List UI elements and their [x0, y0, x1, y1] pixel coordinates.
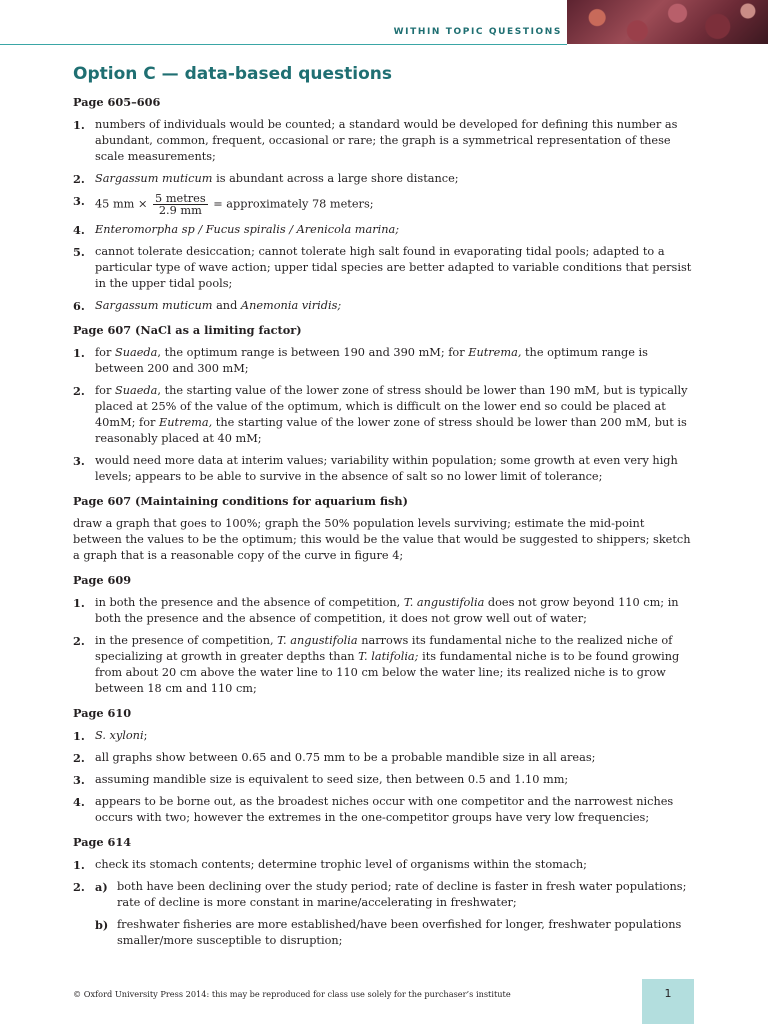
item-number: 5.: [73, 245, 85, 259]
list-item: [73, 345, 695, 377]
item-text: numbers of individuals would be counted; a standard would be developed for defining this number as abundant, common, frequent, occasional or rare; the graph is a symmetrical representation of these scale measurements;: [95, 118, 678, 163]
item-text: and: [212, 299, 241, 312]
species-name: Sargassum muticum: [95, 299, 213, 312]
header-label: WITHIN TOPIC QUESTIONS: [393, 27, 562, 37]
item-text: its fundamental niche is to be found growing from about 20 cm above the water line to 110 cm below the water line; its realized niche is to grow between 18 cm and 110 cm;: [95, 650, 680, 695]
section-page-605: [73, 94, 695, 314]
item-number: 3.: [73, 194, 85, 208]
list-item: [73, 857, 695, 873]
item-number: 1.: [73, 596, 85, 610]
section-heading: Page 605–606: [73, 95, 161, 109]
list-item: [73, 117, 695, 165]
item-number: 2.: [73, 751, 85, 765]
page-number: 1: [664, 987, 672, 1000]
list-item: [73, 383, 695, 447]
section-page-607-nacl: [73, 322, 695, 485]
species-name: Enteromorpha sp / Fucus spiralis / Arenicola marina;: [95, 223, 400, 236]
list-item: [73, 879, 695, 949]
item-text: 45 mm ×: [95, 197, 148, 211]
page-title: Option C — data-based questions: [73, 64, 393, 84]
item-text: freshwater fisheries are more established/have been overfished for longer, freshwater populations smaller/more susceptible to disruption;: [117, 918, 682, 947]
list-item: [73, 794, 695, 826]
sub-item-label: a): [95, 880, 108, 894]
item-text: all graphs show between 0.65 and 0.75 mm to be a probable mandible size in all areas;: [95, 751, 596, 764]
sub-item: [95, 917, 695, 949]
list-item: [73, 728, 695, 744]
header-rule: [0, 44, 567, 45]
list-item: [73, 633, 695, 697]
item-text: cannot tolerate desiccation; cannot tolerate high salt found in evaporating tidal pools; adapted to a particular type of wave action; upper tidal species are better adapted to variable conditions that persist in the upper tidal pools;: [95, 245, 692, 290]
item-text: the optimum range is between 200 and 300 mM;: [95, 346, 648, 375]
page-number-box: [642, 979, 694, 1024]
list-item: [73, 453, 695, 485]
species-name: T. angustifolia: [403, 596, 485, 609]
section-heading: Page 607 (NaCl as a limiting factor): [73, 323, 302, 337]
item-text: for: [95, 346, 115, 359]
list-item: [73, 222, 695, 238]
section-page-610: [73, 705, 695, 826]
section-heading: Page 614: [73, 835, 132, 849]
species-name: Eutrema,: [159, 416, 213, 429]
item-text: appears to be borne out, as the broadest niches occur with one competitor and the narrowest niches occurs with two; however the extremes in the one-competitor groups have very low frequencies;: [95, 795, 674, 824]
content: [73, 94, 695, 957]
item-text: check its stomach contents; determine trophic level of organisms within the stomach;: [95, 858, 587, 871]
header-photo: [567, 0, 768, 44]
item-number: 2.: [73, 172, 85, 186]
fraction: [153, 193, 208, 216]
sub-item-label: b): [95, 918, 109, 932]
species-name: T. angustifolia: [277, 634, 358, 647]
item-number: 3.: [73, 773, 85, 787]
section-page-614: [73, 834, 695, 949]
species-name: Anemonia viridis;: [240, 299, 342, 312]
species-name: S. xyloni: [95, 729, 144, 742]
list-item: [73, 244, 695, 292]
item-number: 4.: [73, 795, 85, 809]
species-name: Suaeda: [114, 384, 158, 397]
item-number: 6.: [73, 299, 85, 313]
item-number: 2.: [73, 634, 85, 648]
item-text: would need more data at interim values; variability within population; some growth at even very high levels; appears to be able to survive in the absence of salt so no lower limit of tolerance;: [95, 454, 678, 483]
item-number: 1.: [73, 346, 85, 360]
fraction-denominator: 2.9 mm: [158, 204, 202, 217]
item-text: = approximately 78 meters;: [213, 197, 374, 211]
item-number: 1.: [73, 858, 85, 872]
item-number: 3.: [73, 454, 85, 468]
section-heading: Page 607 (Maintaining conditions for aquarium fish): [73, 494, 408, 508]
fraction-numerator: 5 metres: [155, 192, 206, 205]
item-text: , the optimum range is between 190 and 390 mM; for: [157, 346, 469, 359]
species-name: Sargassum muticum: [95, 172, 213, 185]
item-text: is abundant across a large shore distance;: [212, 172, 459, 185]
item-text: both have been declining over the study period; rate of decline is faster in fresh water populations; rate of decline is more constant in marine/accelerating in freshwater;: [117, 880, 687, 909]
list-item: [73, 595, 695, 627]
section-heading: Page 610: [73, 706, 132, 720]
item-text: narrows its fundamental niche to the realized niche of specializing at growth in greater depths than: [95, 634, 673, 663]
species-name: T. latifolia;: [358, 650, 419, 663]
list-item: [73, 193, 695, 216]
item-number: 2.: [73, 880, 85, 894]
list-item: [73, 298, 695, 314]
item-text: for: [95, 384, 115, 397]
list-item: [73, 772, 695, 788]
item-text: does not grow beyond 110 cm; in both the presence and the absence of competition, it does not grow well out of water;: [95, 596, 679, 625]
species-name: Suaeda: [114, 346, 158, 359]
item-number: 2.: [73, 384, 85, 398]
item-text: assuming mandible size is equivalent to seed size, then between 0.5 and 1.10 mm;: [95, 773, 569, 786]
section-page-607-aquarium: [73, 493, 695, 564]
paragraph: draw a graph that goes to 100%; graph the 50% population levels surviving; estimate the mid-point between the values to be the optimum; this would be the value that would be suggested to shippers; sketch a graph that is a reasonable copy of the curve in figure 4;: [73, 517, 691, 562]
section-page-609: [73, 572, 695, 697]
sub-item: [95, 879, 695, 911]
species-name: Eutrema,: [468, 346, 522, 359]
item-text: in the presence of competition,: [95, 634, 278, 647]
item-number: 1.: [73, 729, 85, 743]
item-number: 1.: [73, 118, 85, 132]
item-number: 4.: [73, 223, 85, 237]
list-item: [73, 171, 695, 187]
footer-copyright: © Oxford University Press 2014: this may be reproduced for class use solely for the purchaser’s institute: [73, 989, 511, 999]
item-text: , the starting value of the lower zone of stress should be lower than 190 mM, but is typically placed at 25% of the value of the optimum, which is difficult on the lower end so could be placed at 40mM; for: [95, 384, 688, 429]
item-text: the starting value of the lower zone of stress should be lower than 200 mM, but is reasonably placed at 40 mM;: [95, 416, 687, 445]
item-text: in both the presence and the absence of competition,: [95, 596, 404, 609]
section-heading: Page 609: [73, 573, 132, 587]
list-item: [73, 750, 695, 766]
item-text: ;: [143, 729, 148, 742]
